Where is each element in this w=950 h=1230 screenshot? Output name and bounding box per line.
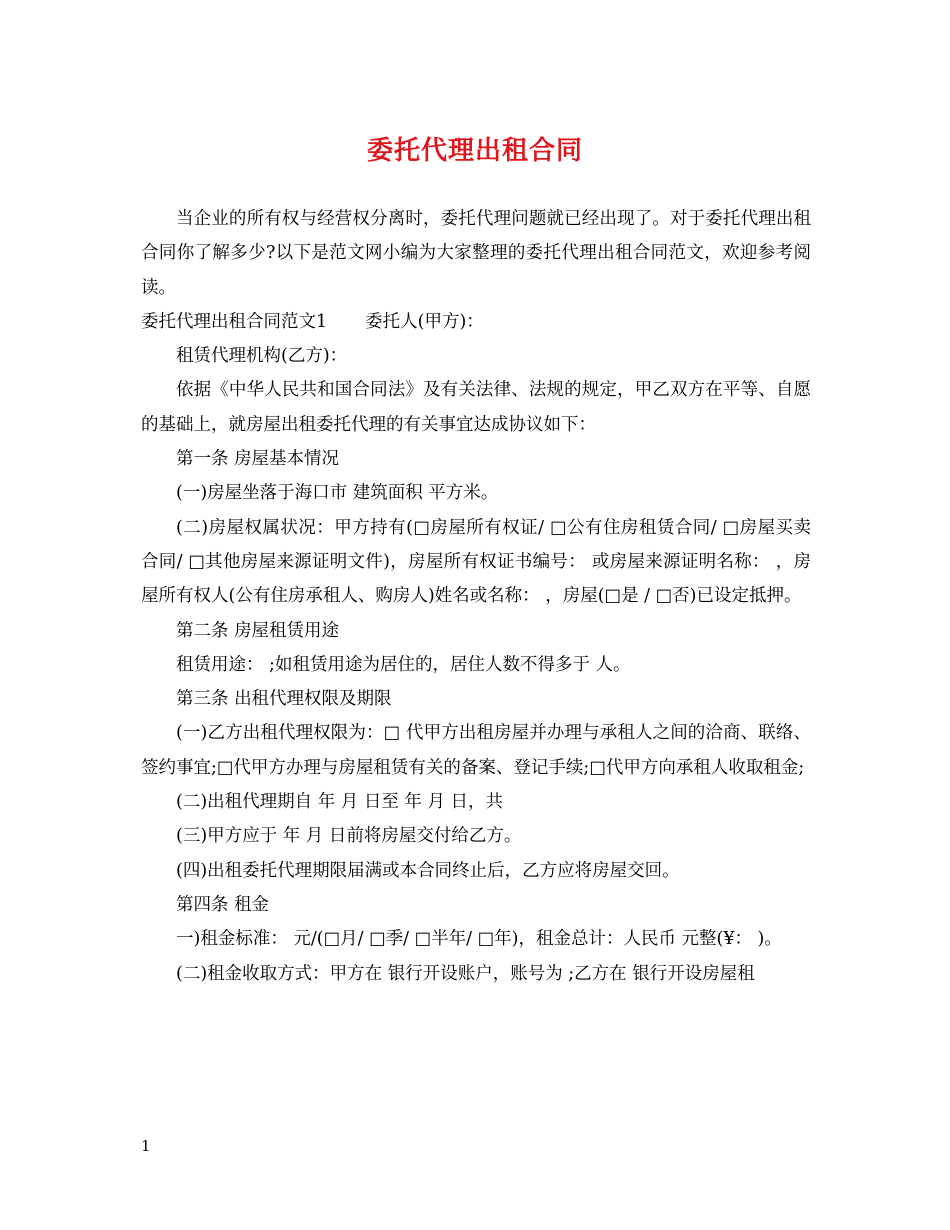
- article-4-item-1: 一)租金标准： 元/(□月/ □季/ □半年/ □年)，租金总计：人民币 元整(¥： )。: [176, 929, 782, 950]
- article-4-item-2: (二)租金收取方式：甲方在 银行开设账户，账号为 ;乙方在 银行开设房屋租: [176, 963, 755, 984]
- article-3-item-2: (二)出租代理期自 年 月 日至 年 月 日，共: [176, 792, 504, 813]
- article-1-item-2: (二)房屋权属状况：甲方持有(□房屋所有权证/ □公有住房租赁合同/ □房屋买卖合同/ □其他房屋来源证明文件)，房屋所有权证书编号： 或房屋来源证明名称： ，房屋所有权人(公有住房承租人、购房人)姓名或名称： ，房屋(□是 / □否)已设定抵押。: [141, 517, 811, 607]
- legal-basis-paragraph: 依据《中华人民共和国合同法》及有关法律、法规的规定，甲乙双方在平等、自愿的基础上，就房屋出租委托代理的有关事宜达成协议如下：: [141, 380, 811, 435]
- sample-heading: 委托代理出租合同范文1: [141, 311, 328, 332]
- article-1-item-1: (一)房屋坐落于海口市 建筑面积 平方米。: [176, 483, 499, 504]
- article-3-item-3: (三)甲方应于 年 月 日前将房屋交付给乙方。: [176, 826, 522, 847]
- article-2-item: 租赁用途： ;如租赁用途为居住的，居住人数不得多于 人。: [176, 654, 631, 675]
- page-number: 1: [141, 1137, 151, 1155]
- article-3-item-1: (一)乙方出租代理权限为：□ 代甲方出租房屋并办理与承租人之间的洽商、联络、签约事宜;□代甲方办理与房屋租赁有关的备案、登记手续;□代甲方向承租人收取租金;: [141, 723, 811, 778]
- agent-label: 租赁代理机构(乙方)：: [176, 346, 348, 367]
- article-1-heading: 第一条 房屋基本情况: [176, 449, 340, 470]
- document-title: 委托代理出租合同: [366, 136, 583, 166]
- article-4-heading: 第四条 租金: [176, 894, 270, 915]
- article-3-heading: 第三条 出租代理权限及期限: [176, 689, 392, 710]
- article-2-heading: 第二条 房屋租赁用途: [176, 620, 340, 641]
- article-3-item-4: (四)出租委托代理期限届满或本合同终止后，乙方应将房屋交回。: [176, 860, 680, 881]
- principal-label: 委托人(甲方)：: [365, 311, 484, 332]
- sample-heading-line: [141, 305, 811, 339]
- document-body: [141, 202, 811, 991]
- intro-paragraph: 当企业的所有权与经营权分离时，委托代理问题就已经出现了。对于委托代理出租合同你了解多少?以下是范文网小编为大家整理的委托代理出租合同范文，欢迎参考阅读。: [141, 209, 811, 298]
